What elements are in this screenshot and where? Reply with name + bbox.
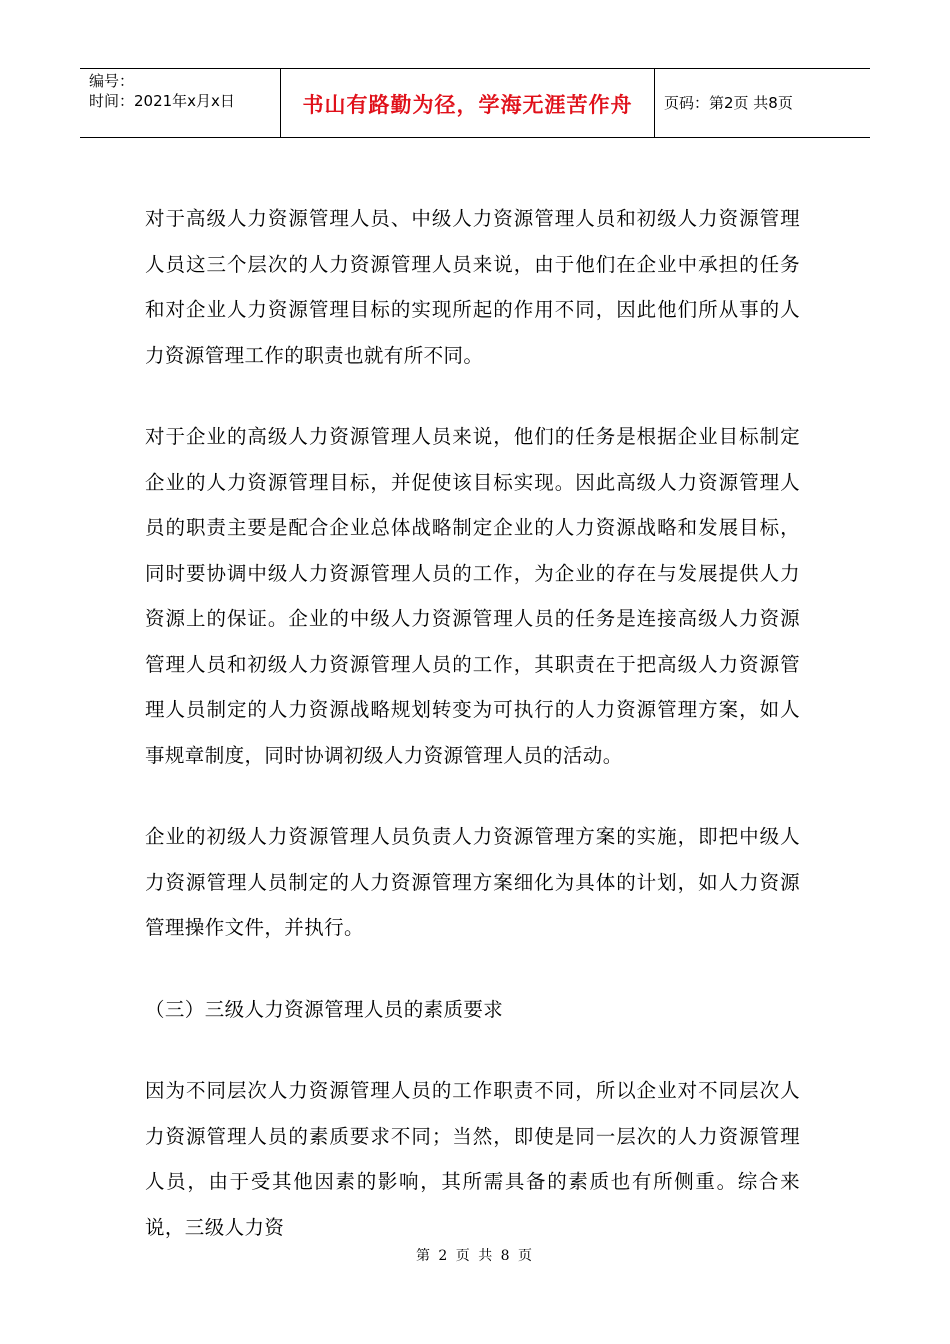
page-footer: 第 2 页 共 8 页 [415, 1248, 535, 1264]
header-left-cell [80, 69, 280, 137]
header-right-cell [654, 69, 870, 137]
date-label: 时间：2021年x月x日 [89, 92, 235, 110]
paragraph: 因为不同层次人力资源管理人员的工作职责不同，所以企业对不同层次人力资源管理人员的素质要求不同；当然，即使是同一层次的人力资源管理人员，由于受其他因素的影响，其所需具备的素质也有所侧重。综合来说，三级人力资 [145, 1079, 800, 1239]
header-middle-cell [280, 69, 655, 137]
paragraph: 对于企业的高级人力资源管理人员来说，他们的任务是根据企业目标制定企业的人力资源管理目标，并促使该目标实现。因此高级人力资源管理人员的职责主要是配合企业总体战略制定企业的人力资源战略和发展目标，同时要协调中级人力资源管理人员的工作，为企业的存在与发展提供人力资源上的保证。企业的中级人力资源管理人员的任务是连接高级人力资源管理人员和初级人力资源管理人员的工作，其职责在于把高级人力资源管理人员制定的人力资源战略规划转变为可执行的人力资源管理方案，如人事规章制度，同时协调初级人力资源管理人员的活动。 [145, 425, 800, 767]
section-heading: （三）三级人力资源管理人员的素质要求 [145, 997, 504, 1021]
doc-number-label: 编号： [89, 72, 135, 90]
motto-text: 书山有路勤为径，学海无涯苦作舟 [302, 93, 633, 117]
paragraph: 对于高级人力资源管理人员、中级人力资源管理人员和初级人力资源管理人员这三个层次的人力资源管理人员来说，由于他们在企业中承担的任务和对企业人力资源管理目标的实现所起的作用不同，因此他们所从事的人力资源管理工作的职责也就有所不同。 [145, 207, 800, 367]
page-header [80, 68, 870, 138]
paragraph: 企业的初级人力资源管理人员负责人力资源管理方案的实施，即把中级人力资源管理人员制定的人力资源管理方案细化为具体的计划，如人力资源管理操作文件，并执行。 [145, 825, 800, 939]
page-code-label: 页码：第2页 共8页 [664, 94, 793, 112]
document-body [145, 196, 800, 1250]
